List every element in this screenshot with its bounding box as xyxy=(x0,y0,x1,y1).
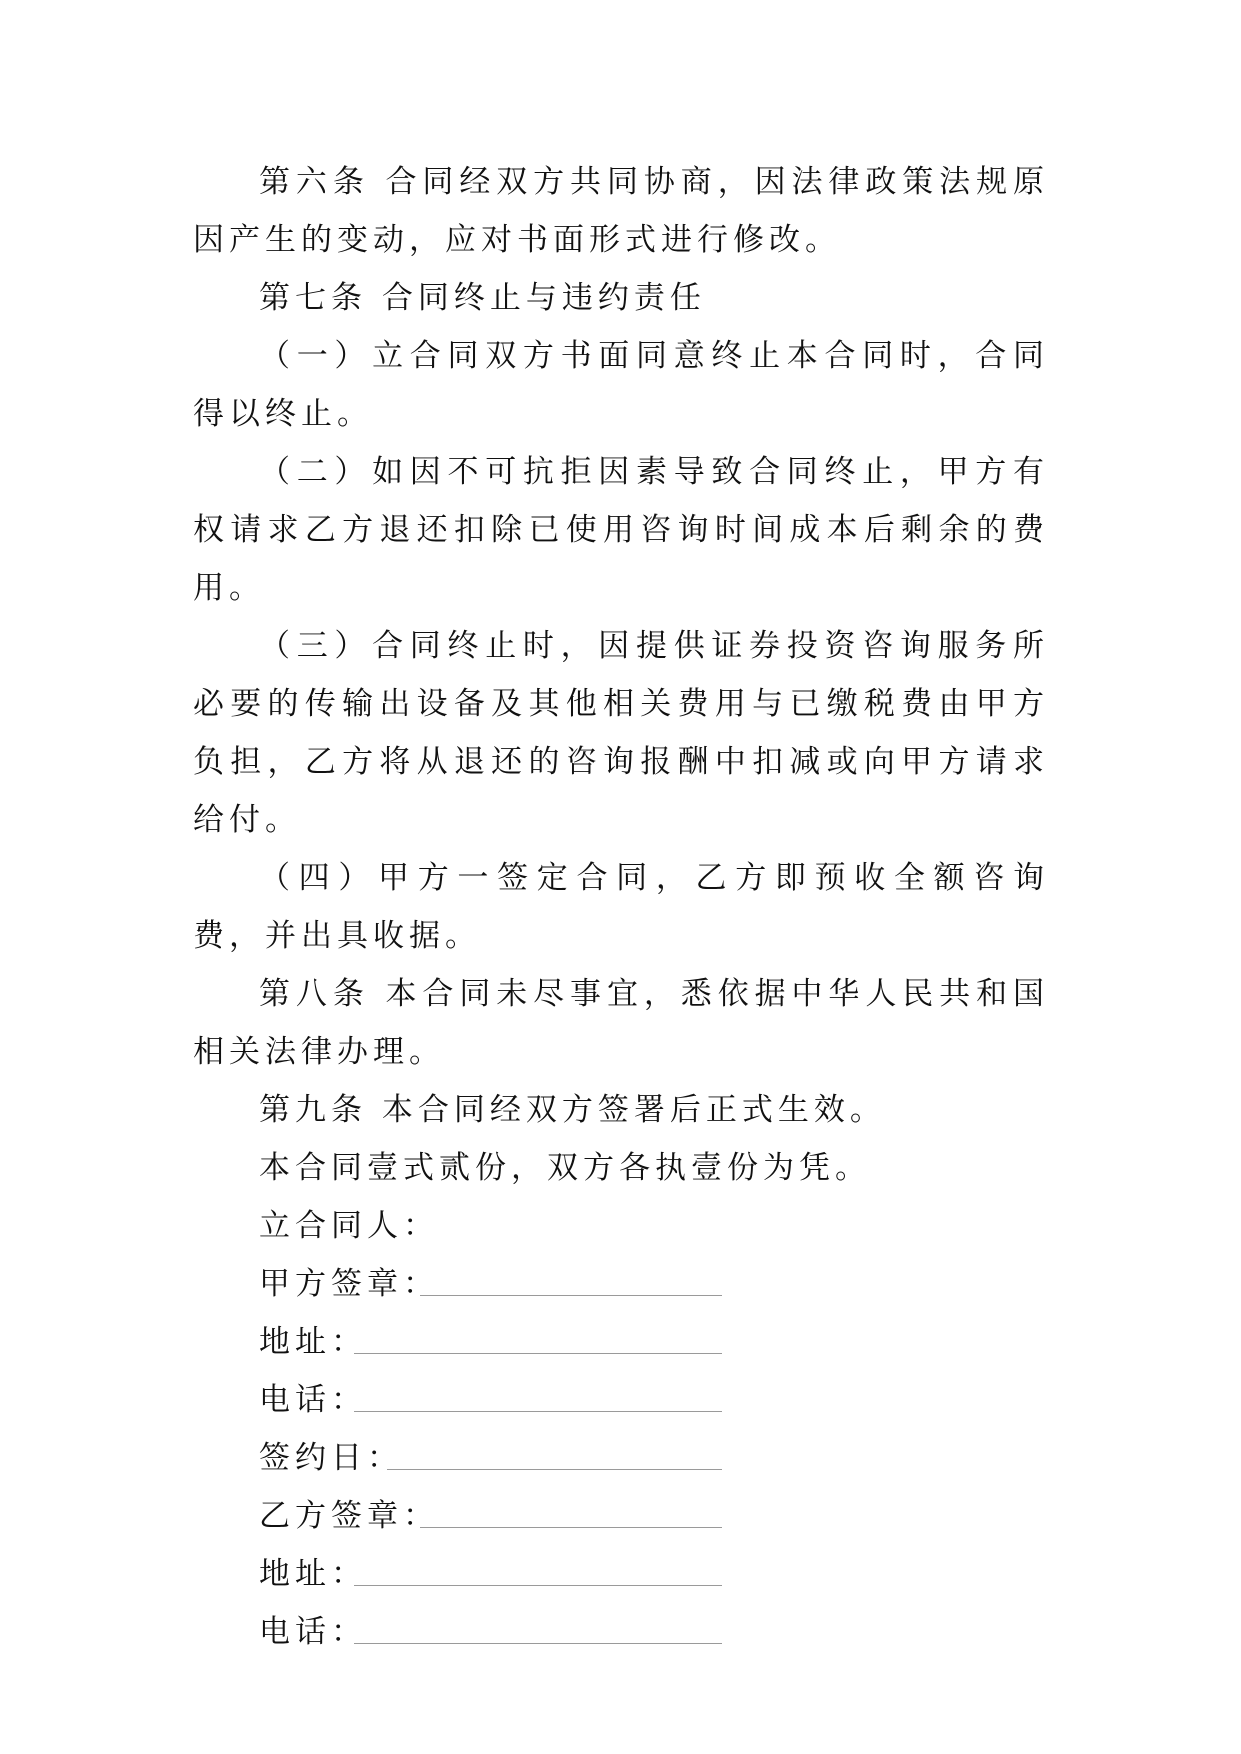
party-b-phone-line[interactable] xyxy=(354,1643,722,1644)
party-b-signature-label: 乙方签章： xyxy=(259,1498,439,1534)
signing-date-line[interactable] xyxy=(387,1469,722,1470)
party-a-address-row xyxy=(193,1313,1049,1371)
clause-7-item-1: （一）立合同双方书面同意终止本合同时，合同得以终止。 xyxy=(193,338,1049,432)
clause-7-title: 第七条 合同终止与违约责任 xyxy=(259,280,706,316)
party-b-phone-row xyxy=(193,1603,1049,1661)
party-b-phone-label: 电话： xyxy=(259,1614,367,1650)
signature-block xyxy=(193,1255,1049,1661)
party-b-address-row xyxy=(193,1545,1049,1603)
clause-7-item-2: （二）如因不可抗拒因素导致合同终止，甲方有权请求乙方退还扣除已使用咨询时间成本后剩余的费用。 xyxy=(193,454,1049,606)
party-a-phone-label: 电话： xyxy=(259,1382,367,1418)
clause-9: 第九条 本合同经双方签署后正式生效。 xyxy=(259,1092,886,1128)
signing-date-label: 签约日： xyxy=(259,1440,403,1476)
contract-body xyxy=(193,153,1049,1661)
party-b-address-label: 地址： xyxy=(259,1556,367,1592)
clause-6: 第六条 合同经双方共同协商，因法律政策法规原因产生的变动，应对书面形式进行修改。 xyxy=(193,164,1049,258)
party-a-signature-label: 甲方签章： xyxy=(259,1266,439,1302)
clause-7-item-3: （三）合同终止时，因提供证券投资咨询服务所必要的传输出设备及其他相关费用与已缴税费由甲方负担，乙方将从退还的咨询报酬中扣减或向甲方请求给付。 xyxy=(193,628,1049,838)
party-a-phone-row xyxy=(193,1371,1049,1429)
party-a-address-line[interactable] xyxy=(354,1353,722,1354)
clause-7-item-4: （四）甲方一签定合同，乙方即预收全额咨询费，并出具收据。 xyxy=(193,860,1049,954)
party-a-signature-line[interactable] xyxy=(420,1295,722,1296)
clause-8: 第八条 本合同未尽事宜，悉依据中华人民共和国相关法律办理。 xyxy=(193,976,1049,1070)
copies-statement: 本合同壹式贰份，双方各执壹份为凭。 xyxy=(259,1150,871,1186)
parties-heading: 立合同人： xyxy=(259,1208,439,1244)
signing-date-row xyxy=(193,1429,1049,1487)
party-b-address-line[interactable] xyxy=(354,1585,722,1586)
party-a-address-label: 地址： xyxy=(259,1324,367,1360)
party-a-phone-line[interactable] xyxy=(354,1411,722,1412)
party-b-signature-line[interactable] xyxy=(420,1527,722,1528)
party-b-signature-row xyxy=(193,1487,1049,1545)
party-a-signature-row xyxy=(193,1255,1049,1313)
